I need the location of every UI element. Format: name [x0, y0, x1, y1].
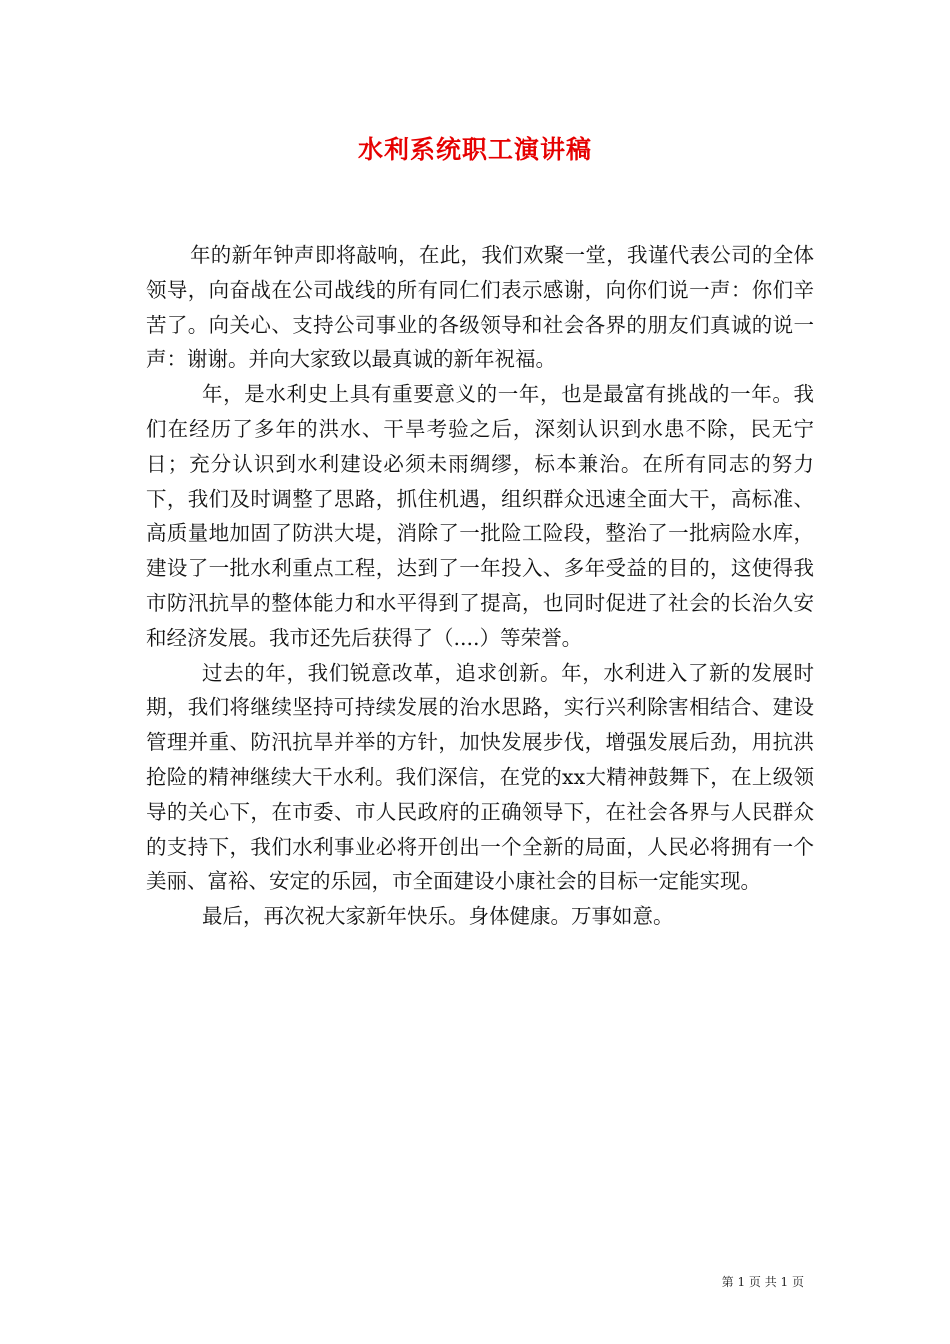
paragraph-2: 年，是水利史上具有重要意义的一年，也是最富有挑战的一年。我们在经历了多年的洪水、干旱考验之后，深刻认识到水患不除，民无宁日；充分认识到水利建设必须未雨绸缪，标本兼治。在所有同志的努力下，我们及时调整了思路，抓住机遇，组织群众迅速全面大干，高标准、高质量地加固了防洪大堤，消除了一批险工险段，整治了一批病险水库，建设了一批水利重点工程，达到了一年投入、多年受益的目的，这使得我市防汛抗旱的整体能力和水平得到了提高，也同时促进了社会的长治久安和经济发展。我市还先后获得了（....）等荣誉。 [146, 382, 814, 650]
paragraph-4: 最后，再次祝大家新年快乐。身体健康。万事如意。 [202, 904, 674, 929]
paragraph-1: 年的新年钟声即将敲响，在此，我们欢聚一堂，我谨代表公司的全体领导，向奋战在公司战线的所有同仁们表示感谢，向你们说一声：你们辛苦了。向关心、支持公司事业的各级领导和社会各界的朋友们真诚的说一声：谢谢。并向大家致以最真诚的新年祝福。 [146, 243, 814, 372]
document-title: 水利系统职工演讲稿 [357, 135, 592, 164]
paragraph-3: 过去的年，我们锐意改革，追求创新。年，水利进入了新的发展时期，我们将继续坚持可持续发展的治水思路，实行兴利除害相结合、建设管理并重、防汛抗旱并举的方针，加快发展步伐，增强发展后劲，用抗洪抢险的精神继续大干水利。我们深信，在党的xx大精神鼓舞下，在上级领导的关心下，在市委、市人民政府的正确领导下，在社会各界与人民群众的支持下，我们水利事业必将开创出一个全新的局面，人民必将拥有一个美丽、富裕、安定的乐园，市全面建设小康社会的目标一定能实现。 [146, 660, 814, 894]
page-number: 第 1 页 共 1 页 [721, 1275, 804, 1289]
document-body [146, 238, 814, 934]
